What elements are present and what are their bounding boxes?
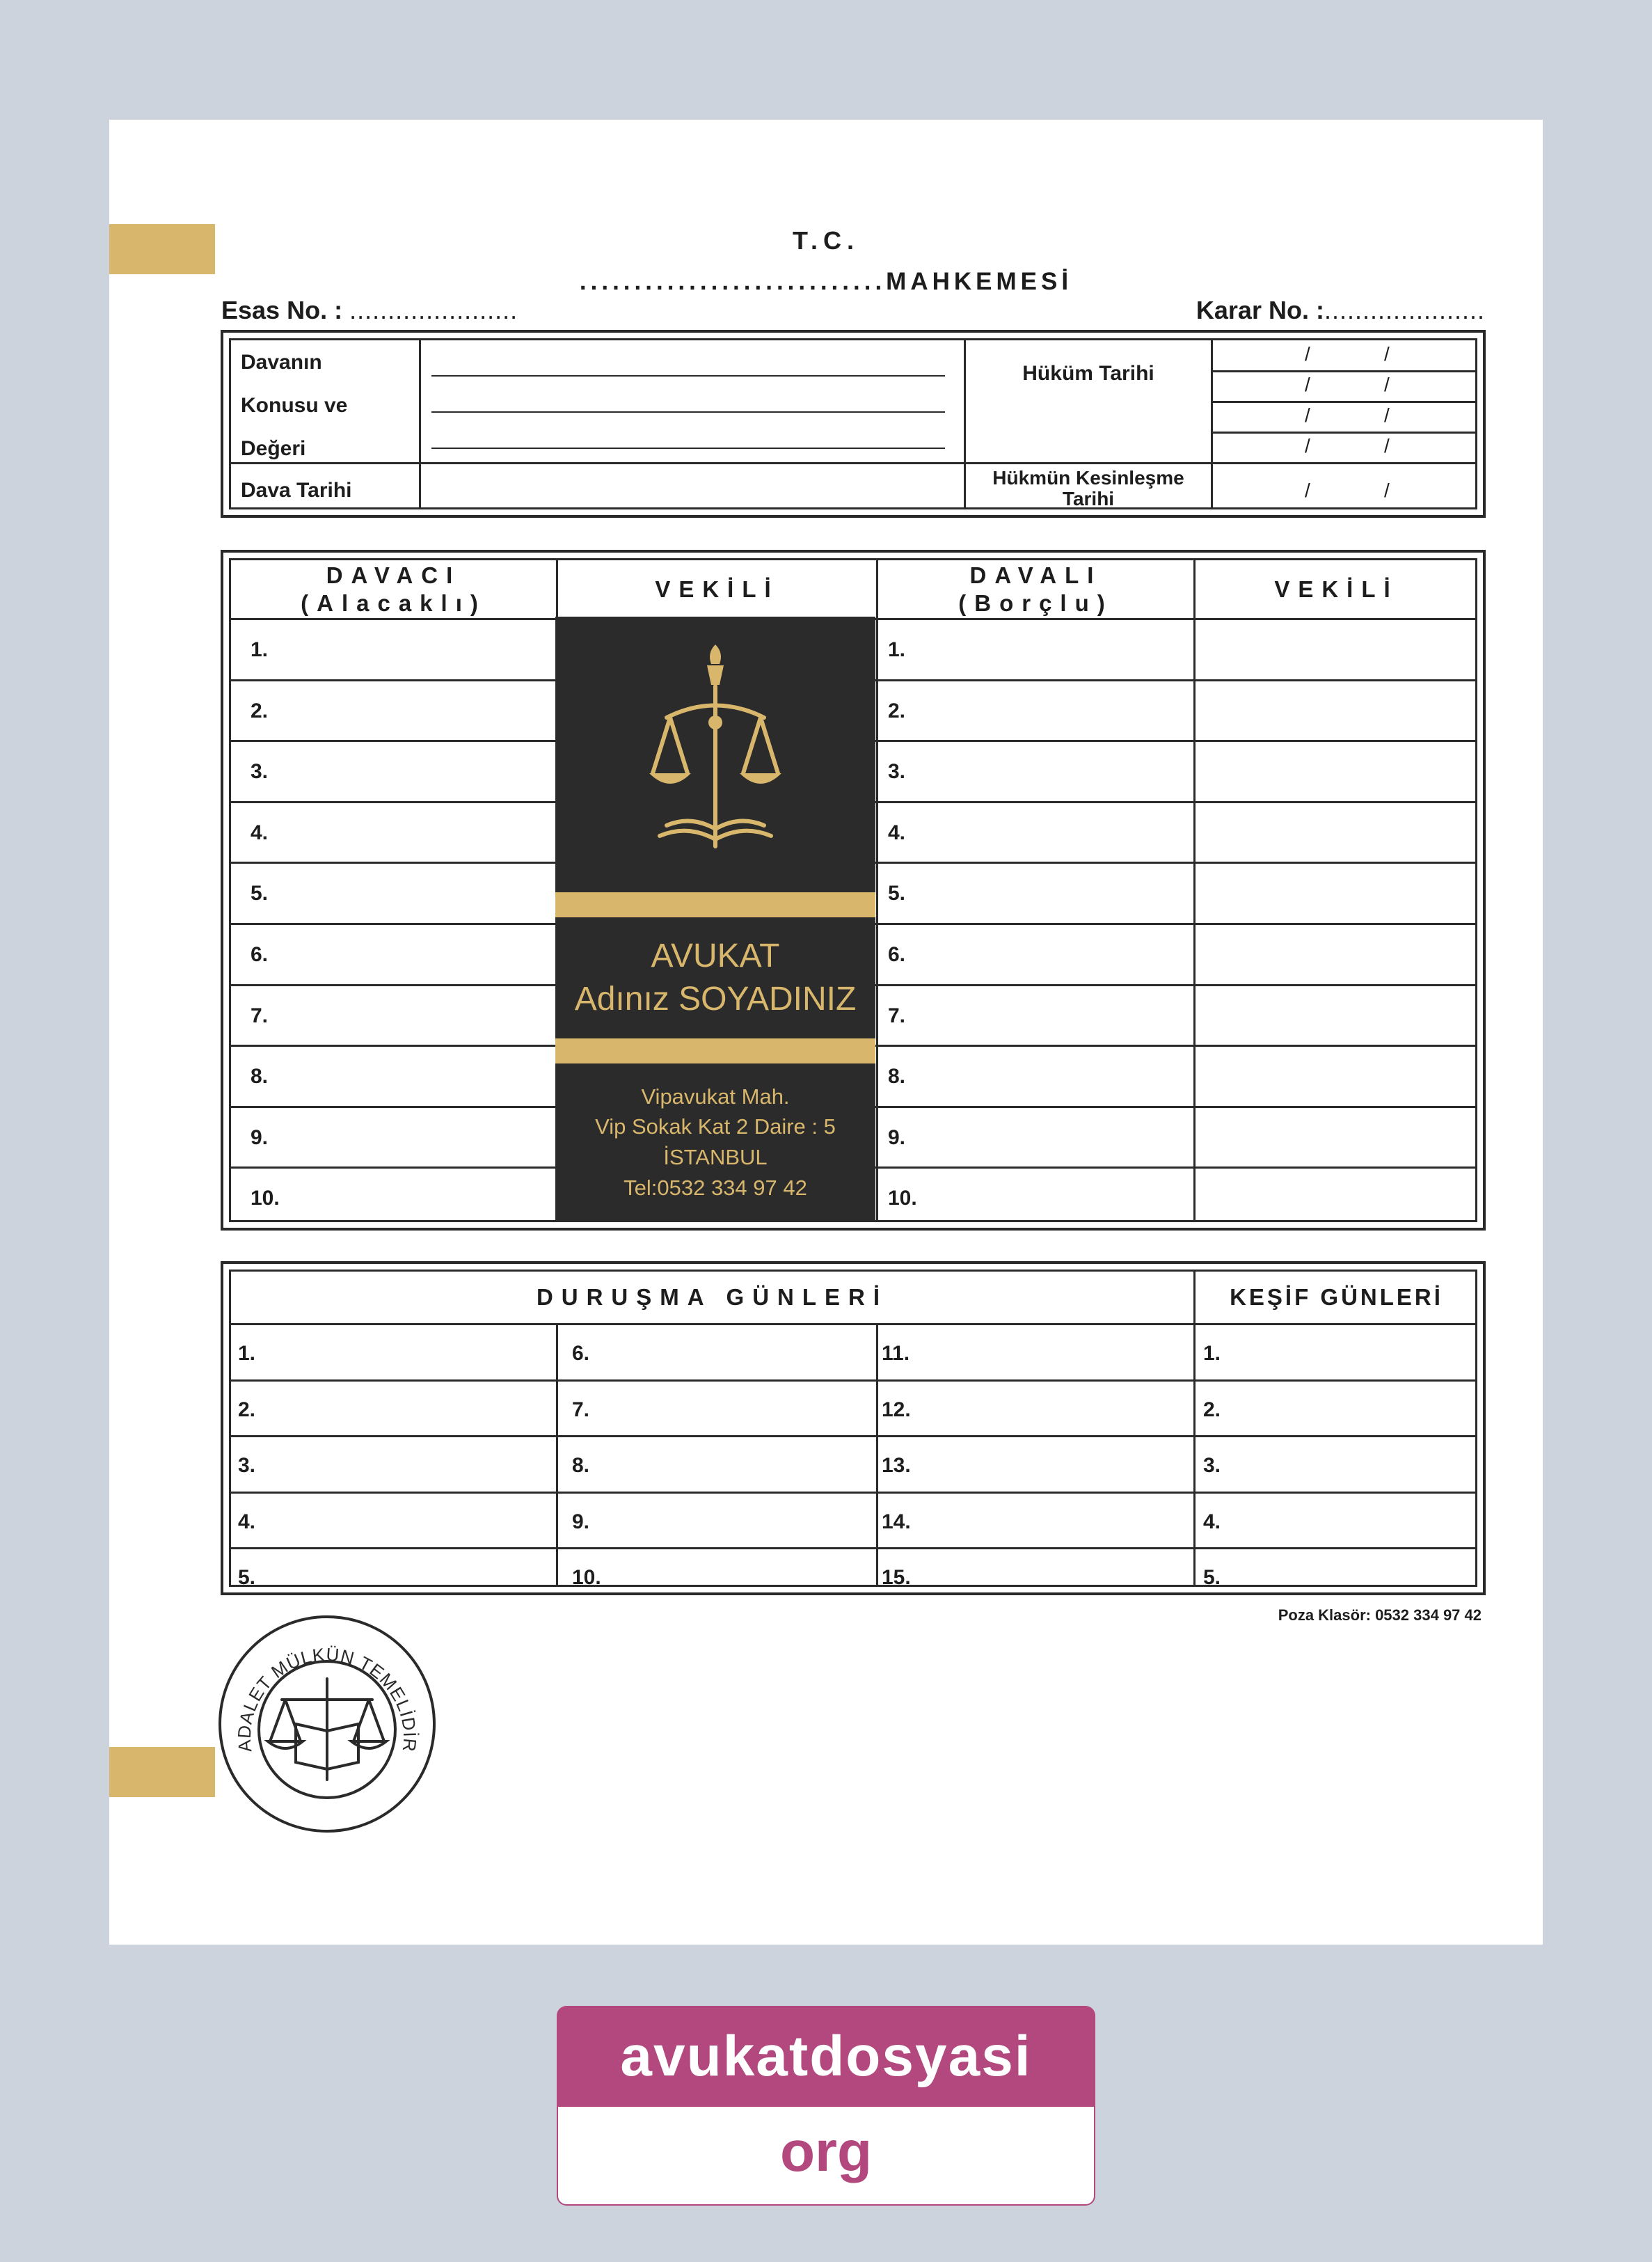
davanin-label: Davanın [241, 351, 322, 374]
svg-text:ADALET MÜLKÜN TEMELİDİR: ADALET MÜLKÜN TEMELİDİR [233, 1643, 421, 1753]
davali-row-number: 2. [888, 699, 906, 722]
davali-row-number: 4. [888, 821, 906, 844]
scales-of-justice-icon [646, 644, 785, 867]
davali-header: DAVALI (Borçlu) [958, 562, 1113, 616]
durusma-day-number: 1. [238, 1342, 256, 1365]
lawyer-title: AVUKAT [651, 938, 780, 974]
brand-logo [557, 2006, 1095, 2206]
poza-klasor-contact: Poza Klasör: 0532 334 97 42 [1278, 1606, 1482, 1624]
davali-row-number: 3. [888, 760, 906, 784]
davaci-row-number: 8. [251, 1065, 269, 1089]
durusma-day-number: 6. [572, 1342, 590, 1365]
davali-row-number: 1. [888, 638, 906, 661]
davaci-row-number: 3. [251, 760, 269, 784]
durusma-day-number: 13. [882, 1454, 911, 1477]
lawyer-name: Adınız SOYADINIZ [574, 981, 857, 1018]
date-slash: / [1384, 374, 1390, 395]
date-slash: / [1305, 404, 1310, 426]
davali-row-number: 10. [888, 1187, 917, 1210]
header-mahkemesi: ............................MAHKEMESİ [579, 268, 1073, 295]
header-tc: T.C. [792, 226, 859, 255]
davaci-row-number: 9. [251, 1125, 269, 1149]
durusma-day-number: 10. [572, 1566, 601, 1589]
lawyer-address-1: Vipavukat Mah. [641, 1084, 790, 1109]
davali-row-number: 6. [888, 943, 906, 966]
durusma-day-number: 14. [882, 1510, 911, 1533]
davaci-row-number: 10. [251, 1187, 280, 1210]
esas-no: Esas No. : ...................... [221, 296, 518, 324]
davaci-row-number: 1. [251, 638, 269, 661]
kesif-day-number: 5. [1203, 1566, 1221, 1589]
davaci-row-number: 6. [251, 943, 269, 966]
durusma-day-number: 15. [882, 1566, 911, 1589]
degeri-label: Değeri [241, 437, 306, 460]
durusma-day-number: 8. [572, 1454, 590, 1477]
kesif-day-number: 3. [1203, 1454, 1221, 1477]
lawyer-card [555, 617, 875, 1221]
date-slash: / [1305, 435, 1310, 457]
davaci-row-number: 5. [251, 882, 269, 905]
lawyer-address-3: İSTANBUL [663, 1145, 768, 1169]
date-slash: / [1384, 343, 1390, 365]
durusma-day-number: 12. [882, 1398, 911, 1421]
durusma-day-number: 4. [238, 1510, 256, 1533]
lawyer-address-2: Vip Sokak Kat 2 Daire : 5 [595, 1114, 836, 1139]
hukmun-kesinlesme-label: Hükmün Kesinleşme Tarihi [992, 467, 1184, 509]
durusma-day-number: 11. [882, 1342, 910, 1365]
hukum-tarihi-label: Hüküm Tarihi [1022, 362, 1154, 385]
konusu-label: Konusu ve [241, 394, 348, 417]
seal-logo [216, 1613, 438, 1835]
dava-tarihi-label: Dava Tarihi [241, 479, 352, 502]
durusma-gunleri-header: DURUŞMA GÜNLERİ [536, 1284, 889, 1310]
brand-domain: org [557, 2107, 1095, 2206]
davaci-row-number: 7. [251, 1004, 269, 1027]
date-slash: / [1305, 343, 1310, 365]
vekili-right-header: VEKİLİ [1274, 576, 1399, 602]
kesif-gunleri-header: KEŞİF GÜNLERİ [1230, 1284, 1443, 1310]
tab-marker-bottom [109, 1747, 215, 1797]
davaci-row-number: 2. [251, 699, 269, 722]
durusma-day-number: 2. [238, 1398, 256, 1421]
durusma-day-number: 3. [238, 1454, 256, 1477]
karar-no: Karar No. :..................... [1196, 296, 1485, 324]
durusma-day-number: 5. [238, 1566, 256, 1589]
davali-row-number: 7. [888, 1004, 906, 1027]
davali-row-number: 9. [888, 1125, 906, 1149]
davaci-header: DAVACI (Alacaklı) [301, 562, 486, 616]
davali-row-number: 5. [888, 882, 906, 905]
case-info-table [221, 330, 1486, 518]
hearings-table [221, 1261, 1486, 1595]
lawyer-tel: Tel:0532 334 97 42 [624, 1176, 807, 1200]
date-slash: / [1384, 404, 1390, 426]
date-slash: / [1305, 480, 1310, 501]
date-slash: / [1305, 374, 1310, 395]
davaci-row-number: 4. [251, 821, 269, 844]
davali-row-number: 8. [888, 1065, 906, 1089]
brand-name: avukatdosyasi [557, 2006, 1095, 2107]
durusma-day-number: 7. [572, 1398, 590, 1421]
date-slash: / [1384, 435, 1390, 457]
date-slash: / [1384, 480, 1390, 501]
kesif-day-number: 2. [1203, 1398, 1221, 1421]
durusma-day-number: 9. [572, 1510, 590, 1533]
kesif-day-number: 4. [1203, 1510, 1221, 1533]
kesif-day-number: 1. [1203, 1342, 1221, 1365]
vekili-left-header: VEKİLİ [655, 576, 779, 602]
